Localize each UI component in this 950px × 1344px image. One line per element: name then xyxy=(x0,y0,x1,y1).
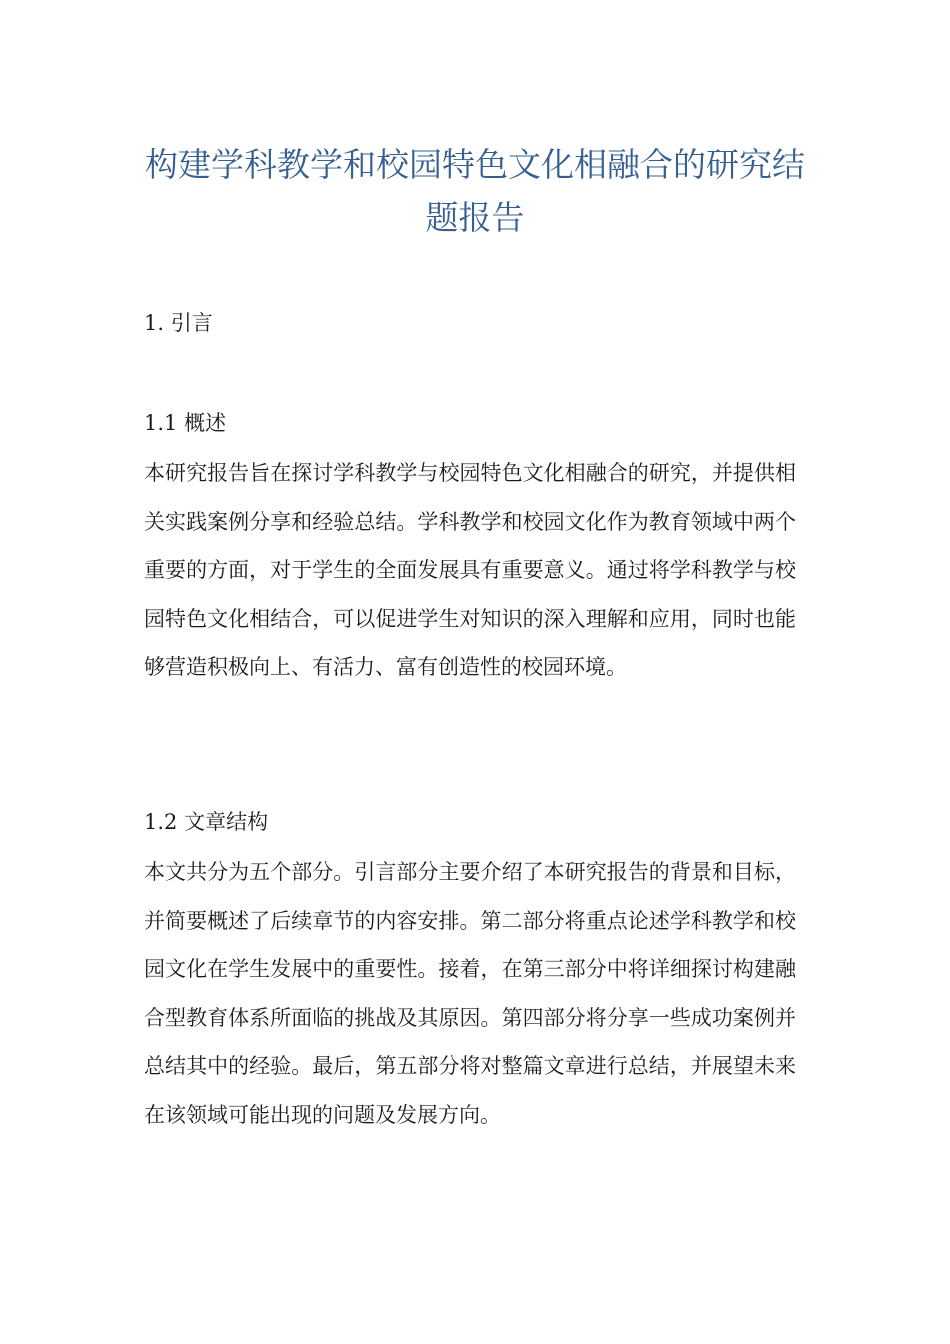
document-title: 构建学科教学和校园特色文化相融合的研究结题报告 xyxy=(145,145,805,237)
structure-paragraph: 本文共分为五个部分。引言部分主要介绍了本研究报告的背景和目标，并简要概述了后续章节的内容安排。第二部分将重点论述学科教学和校园文化在学生发展中的重要性。接着，在第三部分中将详细探讨构建融合型教育体系所面临的挑战及其原因。第四部分将分享一些成功案例并总结其中的经验。最后，第五部分将对整篇文章进行总结，并展望未来在该领域可能出现的问题及发展方向。 xyxy=(144,860,796,1127)
overview-paragraph: 本研究报告旨在探讨学科教学与校园特色文化相融合的研究，并提供相关实践案例分享和经验总结。学科教学和校园文化作为教育领域中两个重要的方面，对于学生的全面发展具有重要意义。通过将学科教学与校园特色文化相结合，可以促进学生对知识的深入理解和应用，同时也能够营造积极向上、有活力、富有创造性的校园环境。 xyxy=(144,461,796,680)
section-heading-introduction: 1. 引言 xyxy=(144,311,213,335)
section-heading-structure: 1.2 文章结构 xyxy=(144,810,269,834)
section-heading-overview: 1.1 概述 xyxy=(144,411,227,435)
